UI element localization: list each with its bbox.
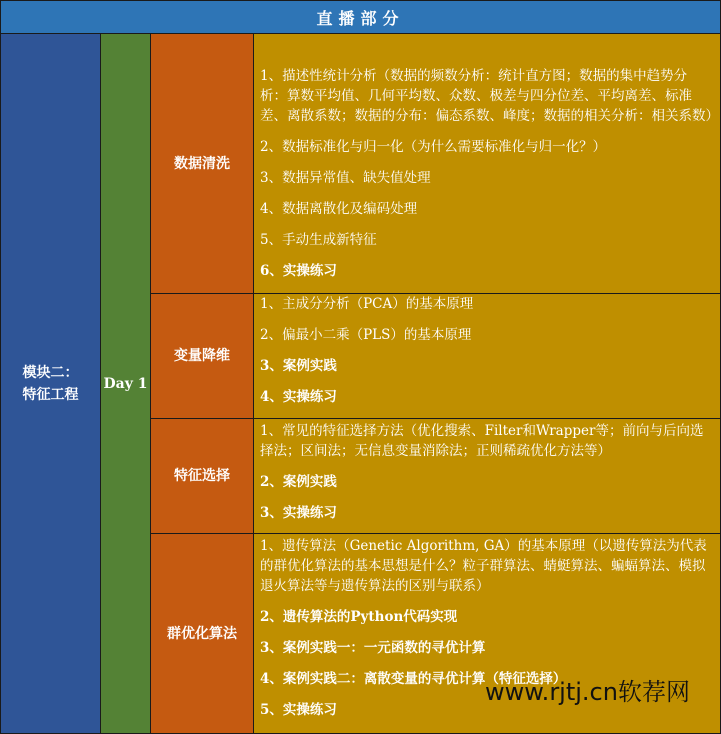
module-cell [0,33,101,734]
list-item: 4、实操练习 [260,389,337,405]
list-item: 1、常见的特征选择方法（优化搜索、Filter和Wrapper等；前向与后向选择法；区间法；无信息变量消除法；正则稀疏优化方法等） [260,423,704,459]
list-item: 2、数据标准化与归一化（为什么需要标准化与归一化？） [260,139,607,155]
content-cell [253,33,721,294]
topic-cell: 变量降维 [150,293,254,419]
content-cell [253,418,721,534]
list-item: 5、实操练习 [260,702,337,718]
list-item: 3、实操练习 [260,505,337,521]
watermark: www.rjtj.cn软荐网 [485,678,690,706]
list-item: 3、案例实践一：一元函数的寻优计算 [260,640,486,656]
list-item: 1、遗传算法（Genetic Algorithm, GA）的基本原理（以遗传算法为代表的群优化算法的基本思想是什么？粒子群算法、蜻蜓算法、蝙蝠算法、模拟退火算法等与遗传算法的区别与联系） [260,538,707,594]
list-item: 2、案例实践 [260,474,337,490]
list-item: 6、实操练习 [260,263,337,279]
list-item: 2、遗传算法的Python代码实现 [260,609,458,625]
list-item: 2、偏最小二乘（PLS）的基本原理 [260,327,472,343]
day-cell: Day 1 [100,33,151,734]
list-item: 3、案例实践 [260,358,337,374]
table-header: 直播部分 [0,0,721,34]
list-item: 4、数据离散化及编码处理 [260,201,418,217]
list-item: 5、手动生成新特征 [260,232,377,248]
module-label: 模块二： [22,364,79,381]
list-item: 4、案例实践二：离散变量的寻优计算（特征选择） [260,671,567,687]
list-item: 1、主成分分析（PCA）的基本原理 [260,296,474,312]
content-cell [253,293,721,419]
topic-cell: 特征选择 [150,418,254,534]
module-label: 特征工程 [22,386,79,403]
list-item: 3、数据异常值、缺失值处理 [260,170,431,186]
topic-cell: 数据清洗 [150,33,254,294]
list-item: 1、描述性统计分析（数据的频数分析：统计直方图；数据的集中趋势分析：算数平均值、几何平均数、众数、极差与四分位差、平均离差、标准差、离散系数；数据的分布：偏态系数、峰度；数据的相关分析：相关系数） [260,68,719,124]
topic-cell: 群优化算法 [150,533,254,734]
